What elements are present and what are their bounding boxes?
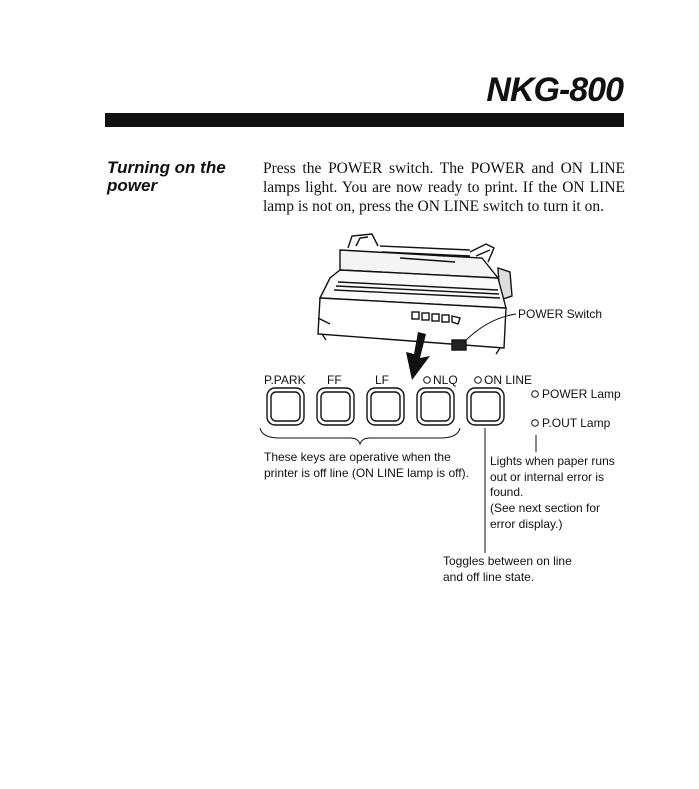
pout-note-line-3: found. [490, 485, 524, 499]
power-lamp-icon [532, 391, 539, 398]
pout-note-line-5: error display.) [490, 517, 563, 531]
offline-note-line-1: These keys are operative when the [264, 450, 451, 464]
offline-keys-brace [260, 428, 460, 444]
pout-note-line-4: (See next section for [490, 501, 601, 515]
key-label-lf: LF [375, 373, 390, 387]
nlq-lamp-icon [424, 377, 431, 384]
online-lamp-icon [475, 377, 482, 384]
offline-note-line-2: printer is off line (ON LINE lamp is off). [264, 466, 469, 480]
key-label-ppark: P.PARK [264, 373, 306, 387]
key-label-nlq: NLQ [433, 373, 458, 387]
online-note-line-1: Toggles between on line [443, 554, 572, 568]
model-title: NKG-800 [486, 71, 623, 109]
pout-note-line-2: out or internal error is [490, 470, 605, 484]
pout-note-line-1: Lights when paper runs [490, 454, 615, 468]
online-note-line-2: and off line state. [443, 570, 535, 584]
printer-illustration [318, 234, 512, 354]
section-heading: Turning on the power [107, 158, 226, 195]
intro-paragraph: Press the POWER switch. The POWER and ON LINE lamps light. You are now ready to print. If the ON LINE lamp is not on, press the ON LINE switch to turn it on. [263, 160, 625, 215]
key-label-ff: FF [327, 373, 342, 387]
pout-lamp-icon [532, 420, 539, 427]
pout-lamp-label: P.OUT Lamp [542, 416, 611, 430]
power-switch-label: POWER Switch [518, 307, 603, 321]
power-lamp-label: POWER Lamp [542, 387, 621, 401]
control-keys [267, 388, 504, 425]
key-label-online: ON LINE [484, 373, 533, 387]
